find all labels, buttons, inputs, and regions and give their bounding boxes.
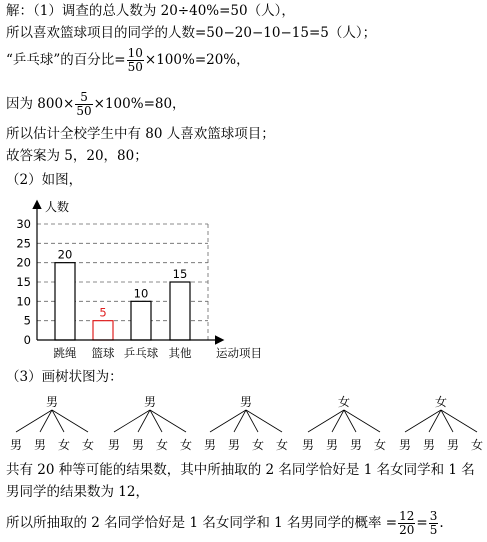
line-basketball-count: 所以喜欢篮球项目的同学的人数=50−20−10−15=5（人）； [6, 25, 377, 41]
tree-leaf: 男 [301, 438, 315, 452]
line-estimate-result: 所以估计全校学生中有 80 人喜欢篮球项目； [6, 126, 275, 142]
x-tick-label: 其他 [168, 346, 192, 360]
tree-branch [16, 410, 52, 432]
tree-leaf: 女 [373, 438, 387, 452]
tree-leaf: 男 [227, 438, 241, 452]
y-tick-label: 15 [16, 275, 31, 289]
tree-branch [344, 410, 380, 432]
line-part3-heading: （3）画树状图为： [6, 369, 123, 385]
tree-leaf: 女 [470, 438, 484, 452]
fraction [75, 91, 92, 118]
numerator: 5 [75, 91, 92, 105]
bar [93, 321, 113, 340]
x-tick-label: 篮球 [91, 346, 115, 360]
tree-branch [308, 410, 344, 432]
denominator: 50 [76, 104, 92, 118]
text: ×100%=80， [93, 96, 186, 112]
x-tick-label: 乒乓球 [123, 346, 159, 360]
tree-branch [150, 410, 186, 432]
line-total-count: 解：（1）调查的总人数为 20÷40%=50（人）， [6, 3, 295, 19]
bar [131, 301, 151, 340]
tree-leaf: 男 [349, 438, 363, 452]
fraction [398, 510, 415, 537]
tree-leaf: 男 [107, 438, 121, 452]
tree-branch [405, 410, 441, 432]
tree-root: 男 [239, 395, 253, 409]
y-tick-label: 10 [16, 294, 31, 309]
tree-leaf: 女 [179, 438, 193, 452]
numerator: 12 [399, 509, 415, 523]
numerator: 10 [127, 46, 143, 60]
line-estimate-calc [6, 91, 186, 118]
tree-leaf: 女 [81, 438, 95, 452]
line-answers: 故答案为 5，20，80； [6, 148, 148, 164]
tree-root: 女 [434, 395, 448, 409]
tree-root: 女 [337, 395, 351, 409]
tree-root: 男 [45, 395, 59, 409]
x-axis-label: 运动项目 [216, 346, 262, 360]
tree-branch [114, 410, 150, 432]
text: ×100%=20%， [144, 52, 250, 68]
tree-leaf: 男 [398, 438, 412, 452]
y-tick-label: 30 [16, 217, 31, 231]
data-label: 10 [133, 286, 149, 301]
tree-leaf: 男 [325, 438, 339, 452]
bar [170, 282, 190, 340]
line-total-outcomes: 共有 20 种等可能的结果数，其中所抽取的 2 名同学恰好是 1 名女同学和 1 名 [6, 462, 475, 478]
tree-leaf: 男 [9, 438, 23, 452]
data-label: 20 [57, 247, 73, 262]
tree-leaf: 女 [275, 438, 289, 452]
data-label: 15 [172, 267, 188, 281]
text: 因为 800× [6, 96, 75, 112]
tree-root: 男 [143, 395, 157, 409]
text: 所以所抽取的 2 名同学恰好是 1 名女同学和 1 名男同学的概率 = [6, 515, 398, 531]
x-tick-label: 跳绳 [53, 346, 77, 360]
fraction [127, 47, 144, 74]
period: . [439, 515, 444, 531]
denominator: 20 [399, 523, 415, 537]
tree-leaf: 男 [131, 438, 145, 452]
y-tick-label: 0 [23, 333, 31, 347]
text: “乒乓球”的百分比= [6, 52, 126, 68]
tree-leaf: 女 [251, 438, 265, 452]
data-label: 5 [99, 305, 107, 320]
line-probability [6, 510, 444, 537]
tree-leaf: 女 [57, 438, 71, 452]
tree-branch [210, 410, 246, 432]
tree-leaf: 男 [446, 438, 460, 452]
y-tick-label: 20 [16, 255, 31, 270]
tree-leaf: 男 [422, 438, 436, 452]
denominator: 50 [127, 60, 143, 74]
numerator: 3 [429, 509, 438, 523]
tree-leaf: 女 [155, 438, 169, 452]
line-pingpong-percent [6, 47, 250, 74]
tree-branch [441, 410, 477, 432]
tree-branch [246, 410, 282, 432]
y-axis-label: 人数 [45, 200, 70, 214]
tree-leaf: 男 [203, 438, 217, 452]
y-tick-label: 5 [23, 313, 31, 328]
bar [55, 263, 75, 340]
tree-leaf: 男 [33, 438, 47, 452]
denominator: 5 [429, 523, 438, 537]
fraction [429, 510, 439, 537]
tree-branch [52, 410, 88, 432]
equals: = [416, 515, 428, 531]
line-part2-heading: （2）如图， [6, 172, 83, 188]
bar-chart [0, 192, 487, 372]
line-favorable-outcomes: 男同学的结果数为 12， [6, 484, 149, 500]
y-tick-label: 25 [16, 236, 31, 251]
tree-diagram [0, 390, 487, 460]
